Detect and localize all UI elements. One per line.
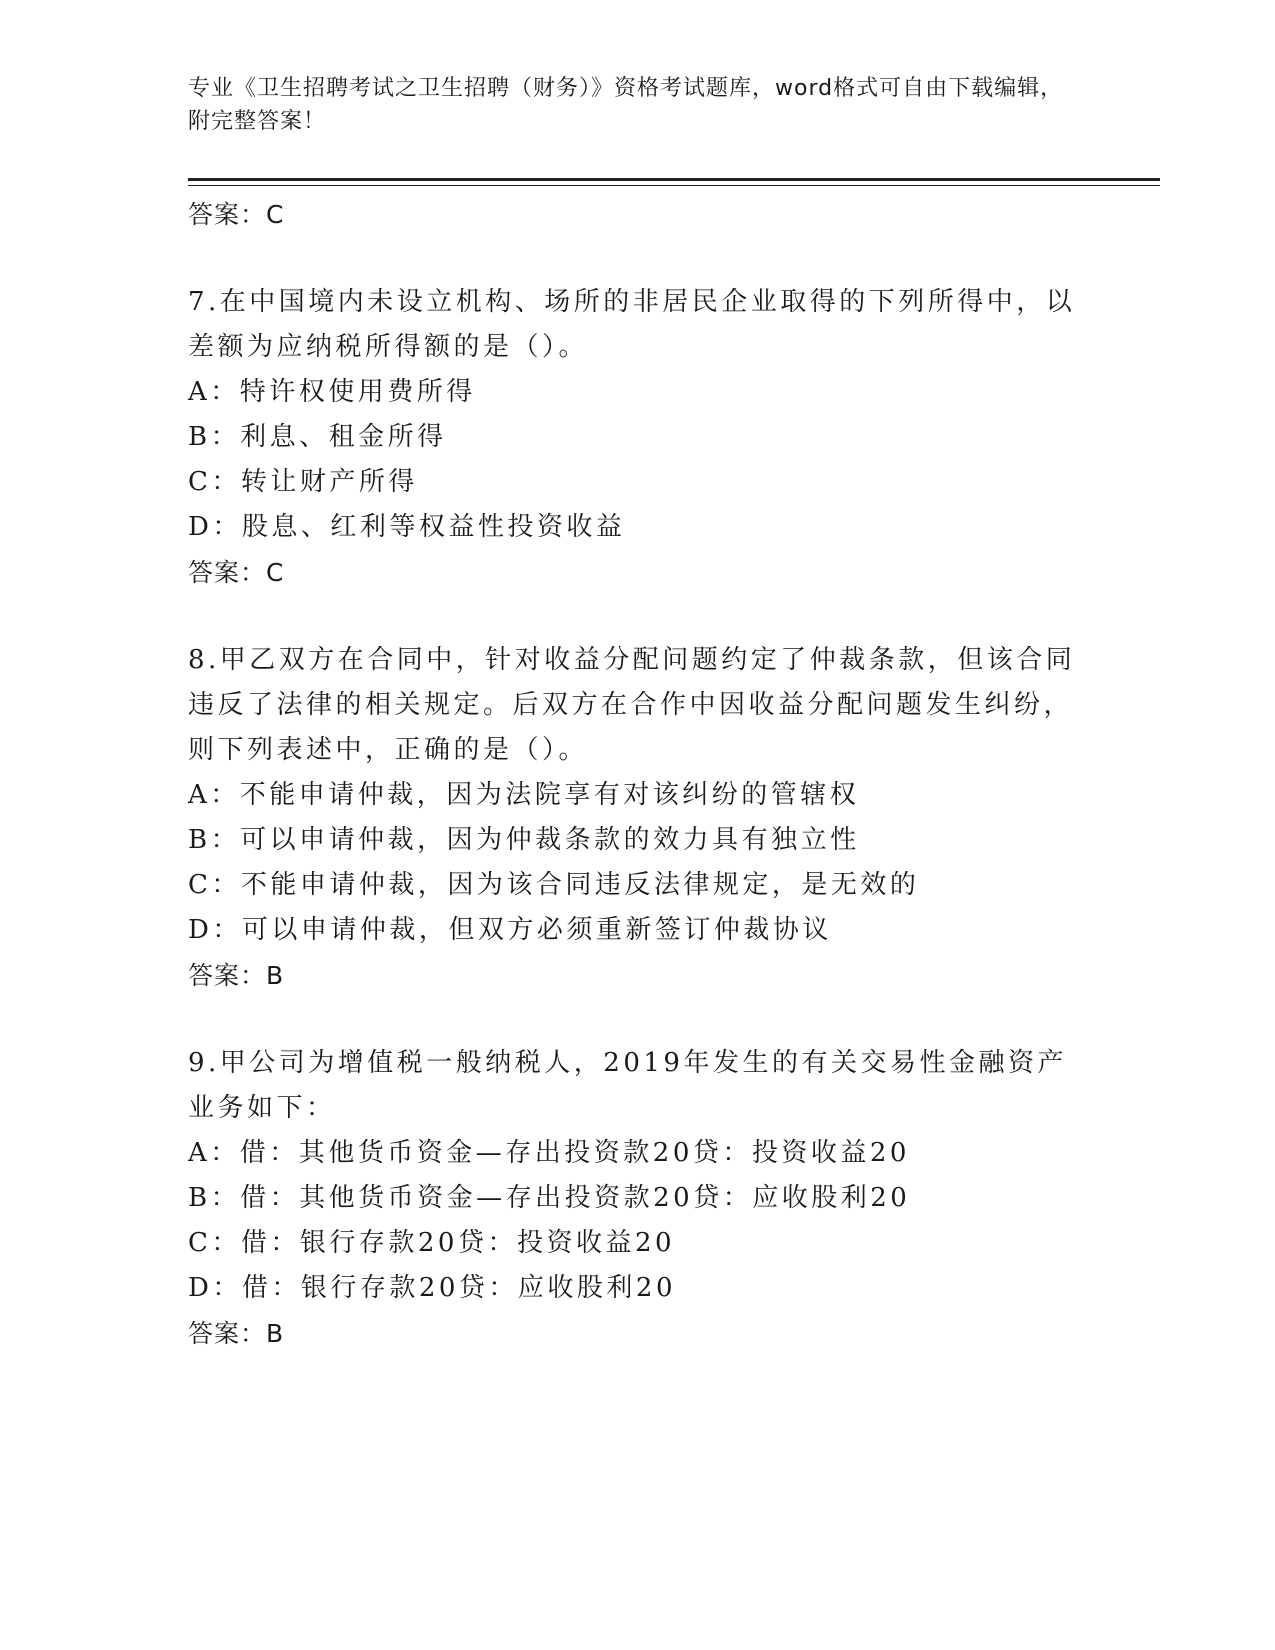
option-c: C：借：银行存款20贷：投资收益20 [188, 1228, 676, 1258]
answer-q9: 答案：B [188, 1319, 285, 1348]
answer-q8: 答案：B [188, 961, 285, 990]
option-b: B：借：其他货币资金—存出投资款20贷：应收股利20 [188, 1183, 911, 1213]
option-b: B：可以申请仲裁，因为仲裁条款的效力具有独立性 [188, 825, 860, 855]
answer-q6: 答案：C [188, 200, 285, 229]
option-d: D：可以申请仲裁，但双方必须重新签订仲裁协议 [188, 915, 832, 945]
question-text: 7.在中国境内未设立机构、场所的非居民企业取得的下列所得中，以差额为应纳税所得额的是（）。 [188, 287, 1076, 362]
option-c: C：转让财产所得 [188, 467, 418, 497]
option-c: C：不能申请仲裁，因为该合同违反法律规定，是无效的 [188, 870, 920, 900]
question-block-8 [188, 638, 1088, 999]
question-block-9 [188, 1041, 1088, 1357]
option-a: A：不能申请仲裁，因为法院享有对该纠纷的管辖权 [188, 780, 860, 810]
question-list [188, 192, 1088, 1357]
header-rule-thick [188, 178, 1160, 181]
option-d: D：股息、红利等权益性投资收益 [188, 512, 626, 542]
header-rule-thin [188, 185, 1160, 186]
document-header: 专业《卫生招聘考试之卫生招聘（财务）》资格考试题库，word格式可自由下载编辑，附完整答案！ [188, 76, 1064, 134]
option-a: A：特许权使用费所得 [188, 377, 476, 407]
question-text: 8.甲乙双方在合同中，针对收益分配问题约定了仲裁条款，但该合同违反了法律的相关规定。后双方在合作中因收益分配问题发生纠纷，则下列表述中，正确的是（）。 [188, 645, 1076, 765]
option-a: A：借：其他货币资金—存出投资款20贷：投资收益20 [188, 1138, 910, 1168]
option-d: D：借：银行存款20贷：应收股利20 [188, 1273, 677, 1303]
answer-q7: 答案：C [188, 558, 285, 587]
option-b: B：利息、租金所得 [188, 422, 447, 452]
question-text: 9.甲公司为增值税一般纳税人，2019年发生的有关交易性金融资产业务如下： [188, 1048, 1067, 1123]
question-block-7 [188, 280, 1088, 596]
